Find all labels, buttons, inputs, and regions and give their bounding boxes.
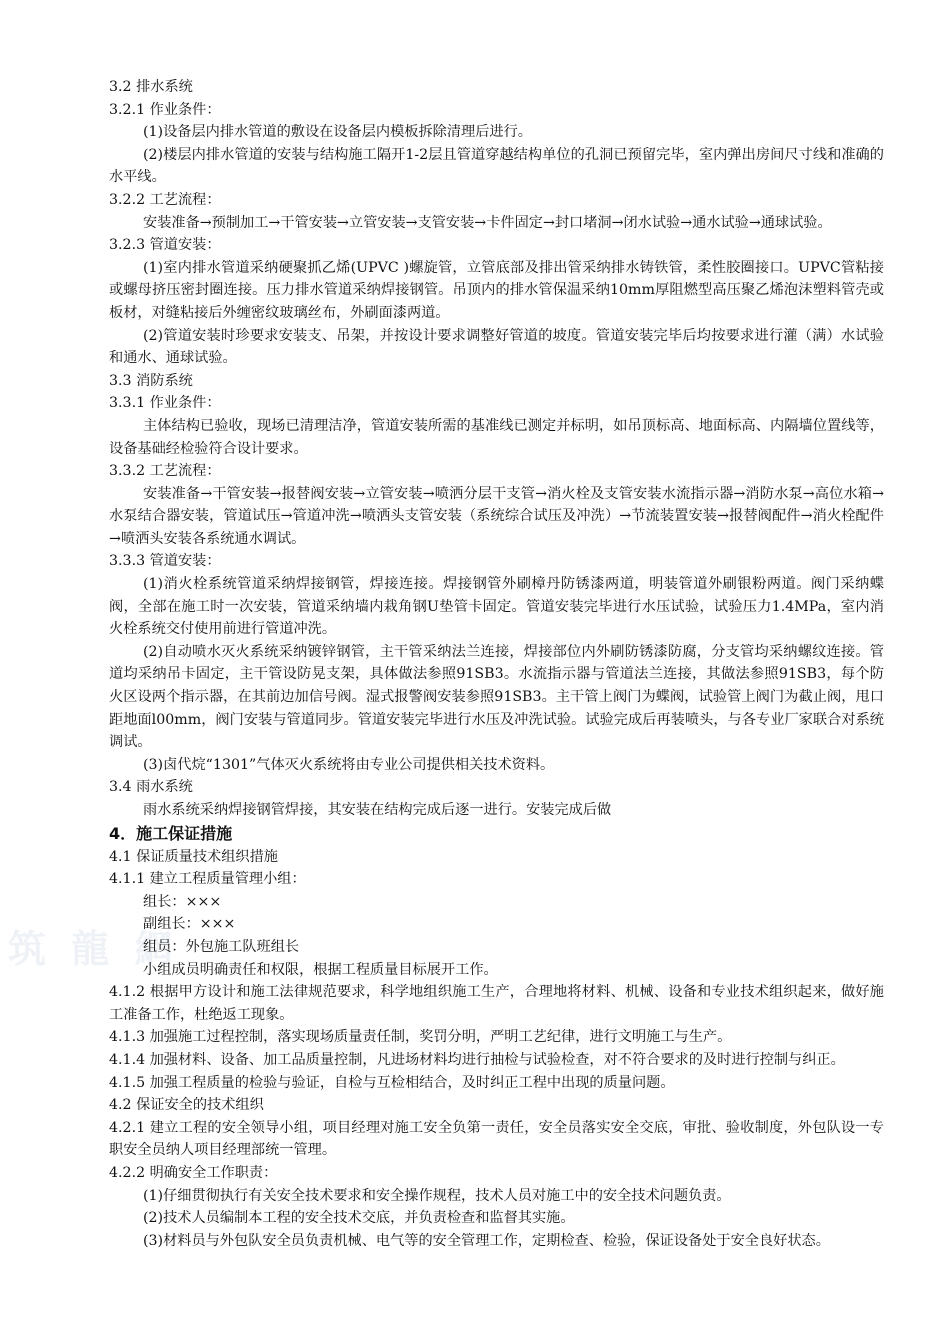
section-heading: 4.1 保证质量技术组织措施 [109, 848, 278, 865]
section-heading: 3.3 消防系统 [109, 372, 193, 389]
paragraph: 4.1.2 根据甲方设计和施工法律规范要求，科学地组织施工生产，合理地将材料、机械、设备和专业技术组织起来，做好施工准备工作，杜绝返工现象。 [109, 984, 884, 1023]
paragraph: 4.1.4 加强材料、设备、加工品质量控制，凡进场材料均进行抽检与试验检查，对不符合要求的及时进行控制与纠正。 [109, 1051, 845, 1068]
paragraph: (3)卤代烷“1301”气体灭火系统将由专业公司提供相关技术资料。 [143, 756, 555, 773]
paragraph: 4.2.1 建立工程的安全领导小组，项目经理对施工安全负第一责任，安全员落实安全交底，审批、验收制度，外包队设一专职安全员纳人项目经理部统一管理。 [109, 1119, 884, 1159]
paragraph: (1)室内排水管道采纳硬聚抓乙烯(UPVC )螺旋管，立管底部及排出管采纳排水铸铁管，柔性胶圈接口。UPVC管粘接或螺母挤压密封圈连接。压力排水管道采纳焊接钢管。吊顶内的排水管保温采纳10mm厚阻燃型高压聚乙烯泡沫塑料管壳或板材，对缝粘接后外缠密纹玻璃丝布，外刷面漆两道。 [109, 259, 884, 321]
subsection-heading: 3.3.3 管道安装： [109, 553, 221, 570]
subsection-heading: 3.2.2 工艺流程： [109, 191, 221, 208]
paragraph: (1)消火栓系统管道采纳焊接钢管，焊接连接。焊接钢管外刷樟丹防锈漆两道，明装管道外刷银粉两道。阀门采纳蝶阀，全部在施工时一次安装，管道采纳墙内栽角钢U垫管卡固定。管道安装完毕进行水压试验，试验压力1.4MPa，室内消火栓系统交付使用前进行管道冲洗。 [109, 576, 884, 638]
subsection-heading: 3.3.1 作业条件： [109, 395, 221, 412]
paragraph: 主体结构已验收，现场已清理洁净，管道安装所需的基准线已测定并标明，如吊顶标高、地面标高、内隔墙位置线等，设备基础经检验符合设计要求。 [109, 417, 884, 457]
subsection-heading: 3.3.2 工艺流程： [109, 463, 221, 480]
document-body [109, 76, 884, 1252]
paragraph: (3)材料员与外包队安全员负责机械、电气等的安全管理工作，定期检查、检验，保证设备处于安全良好状态。 [143, 1232, 830, 1249]
paragraph: 4.1.5 加强工程质量的检验与验证，自检与互检相结合，及时纠正工程中出现的质量问题。 [109, 1074, 675, 1091]
paragraph: (2)自动喷水灭火系统采纳镀锌钢管，主干管采纳法兰连接，焊接部位内外刷防锈漆防腐，分支管均采纳螺纹连接。管道均采纳吊卡固定，主干管设防晃支架，具体做法参照91SB3。水流指示器与管道法兰连接，其做法参照91SB3，每个防火区设两个指示器，在其前边加信号阀。湿式报警阀安装参照91SB3。主干管上阀门为蝶阀，试验管上阀门为截止阀，甩口距地面l00mm，阀门安装与管道同步。管道安装完毕进行水压及冲洗试验。试验完成后再装喷头，与各专业厂家联合对系统调试。 [109, 643, 884, 751]
paragraph: 小组成员明确责任和权限，根据工程质量目标展开工作。 [143, 961, 498, 978]
chapter-heading: 4．施工保证措施 [109, 823, 233, 843]
subsection-heading: 3.2.3 管道安装： [109, 237, 221, 254]
paragraph: 雨水系统采纳焊接钢管焊接，其安装在结构完成后逐一进行。安装完成后做 [143, 802, 612, 818]
section-heading: 3.4 雨水系统 [109, 779, 193, 796]
section-heading: 3.2 排水系统 [109, 79, 193, 95]
subsection-heading: 4.1.1 建立工程质量管理小组： [109, 871, 306, 888]
team-leader: 组长：××× [143, 893, 222, 910]
subsection-heading: 4.2.2 明确安全工作职责： [109, 1164, 278, 1181]
paragraph: (2)管道安装时珍要求安装支、吊架，并按设计要求调整好管道的坡度。管道安装完毕后均按要求进行灌（满）水试验和通水、通球试验。 [109, 327, 884, 367]
paragraph: 安装准备→预制加工→干管安装→立管安装→支管安装→卡件固定→封口堵洞→闭水试验→通水试验→通球试验。 [143, 214, 832, 231]
team-vice-leader: 副组长：××× [143, 916, 236, 933]
subsection-heading: 3.2.1 作业条件： [109, 101, 221, 118]
paragraph: 安装准备→干管安装→报替阀安装→立管安装→喷洒分层干支管→消火栓及支管安装水流指示器→消防水泵→高位水箱→水泵结合器安装，管道试压→管道冲洗→喷洒头支管安装（系统综合试压及冲洗）→节流装置安装→报替阀配件→消火栓配件→喷洒头安装各系统通水调试。 [109, 485, 884, 547]
paragraph: (1)仔细贯彻执行有关安全技术要求和安全操作规程，技术人员对施工中的安全技术问题负责。 [143, 1187, 731, 1204]
paragraph: (1)设备层内排水管道的敷设在设备层内模板拆除清理后进行。 [143, 124, 532, 141]
paragraph: (2)楼层内排水管道的安装与结构施工隔开1-2层且管道穿越结构单位的孔洞已预留完毕，室内弹出房间尺寸线和准确的水平线。 [109, 146, 884, 186]
watermark: 筑 龍 網 [8, 926, 179, 971]
team-members: 组员：外包施工队班组长 [143, 938, 300, 955]
section-heading: 4.2 保证安全的技术组织 [109, 1097, 264, 1114]
paragraph: (2)技术人员编制本工程的安全技术交底，并负责检查和监督其实施。 [143, 1210, 575, 1227]
text-fade-overlay [690, 790, 790, 804]
paragraph: 4.1.3 加强施工过程控制，落实现场质量责任制，奖罚分明，严明工艺纪律，进行文明施工与生产。 [109, 1029, 732, 1046]
